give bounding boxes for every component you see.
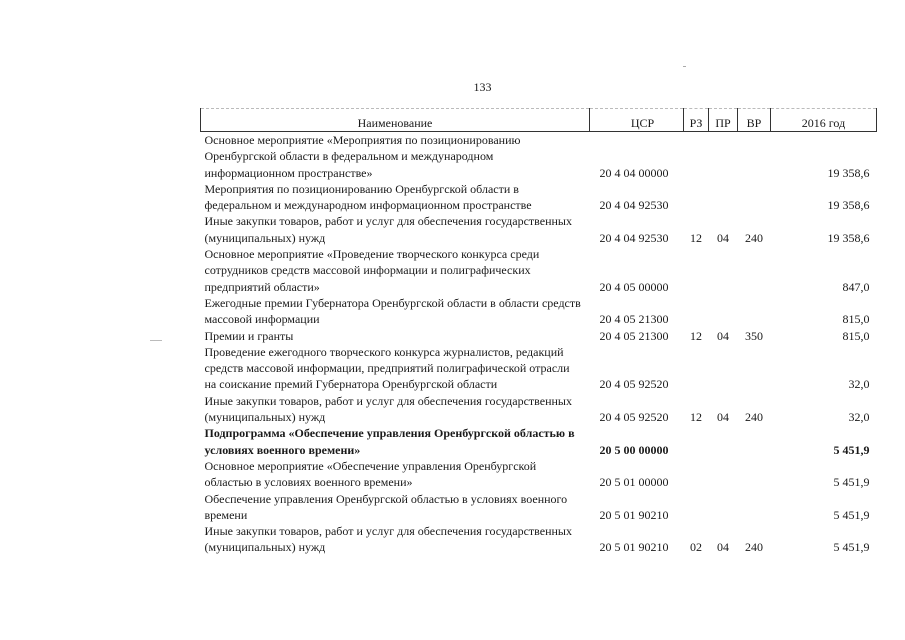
row-rz: 12 <box>690 410 702 425</box>
row-csr: 20 5 01 90210 <box>599 507 669 522</box>
row-vr <box>738 458 771 491</box>
row-pr: 04 <box>717 540 729 555</box>
row-csr: 20 4 05 92520 <box>599 410 669 425</box>
budget-table-container <box>200 108 876 556</box>
table-header <box>201 109 877 132</box>
row-csr: 20 4 05 21300 <box>599 312 669 327</box>
row-pr <box>709 425 738 458</box>
table-body <box>201 132 877 556</box>
row-csr: 20 4 04 92530 <box>599 230 669 245</box>
table-row <box>201 213 877 246</box>
row-name: Иные закупки товаров, работ и услуг для обеспечения государственных (муниципальных) нужд <box>204 524 572 555</box>
row-rz <box>684 132 709 181</box>
row-rz <box>684 181 709 214</box>
row-vr <box>738 295 771 328</box>
row-rz: 12 <box>690 328 702 343</box>
row-pr <box>709 246 738 295</box>
row-vr <box>738 425 771 458</box>
row-amount: 5 451,9 <box>833 507 870 522</box>
row-pr: 04 <box>717 230 729 245</box>
row-name: Иные закупки товаров, работ и услуг для обеспечения государственных (муниципальных) нужд <box>204 393 572 425</box>
row-vr: 240 <box>745 230 763 245</box>
table-row <box>201 328 877 344</box>
row-rz <box>684 246 709 295</box>
scan-artifact <box>150 340 162 341</box>
row-name: Ежегодные премии Губернатора Оренбургской области в области средств массовой информации <box>204 295 581 327</box>
table-row <box>201 523 877 556</box>
table-row <box>201 295 877 328</box>
row-csr: 20 5 01 90210 <box>599 540 669 555</box>
row-vr: 240 <box>745 410 763 425</box>
row-csr: 20 4 04 92530 <box>599 198 669 213</box>
table-row <box>201 181 877 214</box>
row-name: Премии и гранты <box>204 328 294 343</box>
table-row <box>201 246 877 295</box>
row-name: Подпрограмма «Обеспечение управления Оренбургской областью в условиях военного времени» <box>204 426 575 457</box>
row-vr <box>738 181 771 214</box>
row-name: Иные закупки товаров, работ и услуг для обеспечения государственных (муниципальных) нужд <box>204 214 572 245</box>
row-vr <box>738 491 771 524</box>
budget-table <box>200 108 877 556</box>
header-pr: ПР <box>709 109 738 132</box>
header-year: 2016 год <box>771 109 877 132</box>
header-vr: ВР <box>738 109 771 132</box>
row-pr <box>709 491 738 524</box>
row-name: Обеспечение управления Оренбургской областью в условиях военного времени <box>204 491 568 522</box>
row-rz <box>684 458 709 491</box>
header-row <box>201 109 877 132</box>
row-vr <box>738 344 771 393</box>
row-csr: 20 5 00 00000 <box>599 442 669 457</box>
row-pr <box>709 344 738 393</box>
table-row <box>201 425 877 458</box>
row-amount: 815,0 <box>842 312 870 327</box>
row-pr: 04 <box>717 328 729 343</box>
row-csr: 20 4 04 00000 <box>599 165 669 180</box>
row-vr: 240 <box>745 540 763 555</box>
row-pr <box>709 132 738 181</box>
row-vr <box>738 132 771 181</box>
row-csr: 20 4 05 21300 <box>599 328 669 343</box>
header-csr: ЦСР <box>590 109 684 132</box>
row-rz <box>684 344 709 393</box>
table-row <box>201 458 877 491</box>
row-amount: 19 358,6 <box>827 165 870 180</box>
header-name: Наименование <box>201 109 590 132</box>
row-pr <box>709 458 738 491</box>
row-pr <box>709 181 738 214</box>
table-row <box>201 132 877 181</box>
row-csr: 20 5 01 00000 <box>599 475 669 490</box>
row-vr: 350 <box>745 328 763 343</box>
row-name: Проведение ежегодного творческого конкурса журналистов, редакций средств массовой информации, предприятий полиграфической отрасли на соискание премий Губернатора Оренбургской области <box>204 344 570 392</box>
row-name: Мероприятия по позиционированию Оренбургской области в федеральном и международном информационном пространстве <box>204 181 532 213</box>
table-row <box>201 344 877 393</box>
row-amount: 815,0 <box>842 328 870 343</box>
row-amount: 32,0 <box>848 377 870 392</box>
row-amount: 5 451,9 <box>833 442 870 457</box>
row-amount: 19 358,6 <box>827 198 870 213</box>
row-amount: 5 451,9 <box>833 540 870 555</box>
row-name: Основное мероприятие «Проведение творческого конкурса среди сотрудников средств массовой информации и полиграфических предприятий области» <box>204 247 540 294</box>
row-csr: 20 4 05 00000 <box>599 279 669 294</box>
row-rz: 12 <box>690 230 702 245</box>
row-rz <box>684 425 709 458</box>
table-row <box>201 393 877 426</box>
row-amount: 19 358,6 <box>827 230 870 245</box>
row-rz <box>684 491 709 524</box>
row-pr: 04 <box>717 410 729 425</box>
row-csr: 20 4 05 92520 <box>599 377 669 392</box>
row-rz <box>684 295 709 328</box>
table-row <box>201 491 877 524</box>
scan-artifact <box>683 66 686 67</box>
row-amount: 847,0 <box>842 279 870 294</box>
page-number: 133 <box>473 80 492 94</box>
row-amount: 5 451,9 <box>833 475 870 490</box>
row-name: Основное мероприятие «Мероприятия по позиционированию Оренбургской области в федеральном и международном информационном пространстве» <box>204 133 521 180</box>
row-rz: 02 <box>690 540 702 555</box>
row-amount: 32,0 <box>848 410 870 425</box>
header-rz: РЗ <box>684 109 709 132</box>
row-vr <box>738 246 771 295</box>
row-pr <box>709 295 738 328</box>
row-name: Основное мероприятие «Обеспечение управления Оренбургской областью в условиях военного времени» <box>204 458 537 490</box>
